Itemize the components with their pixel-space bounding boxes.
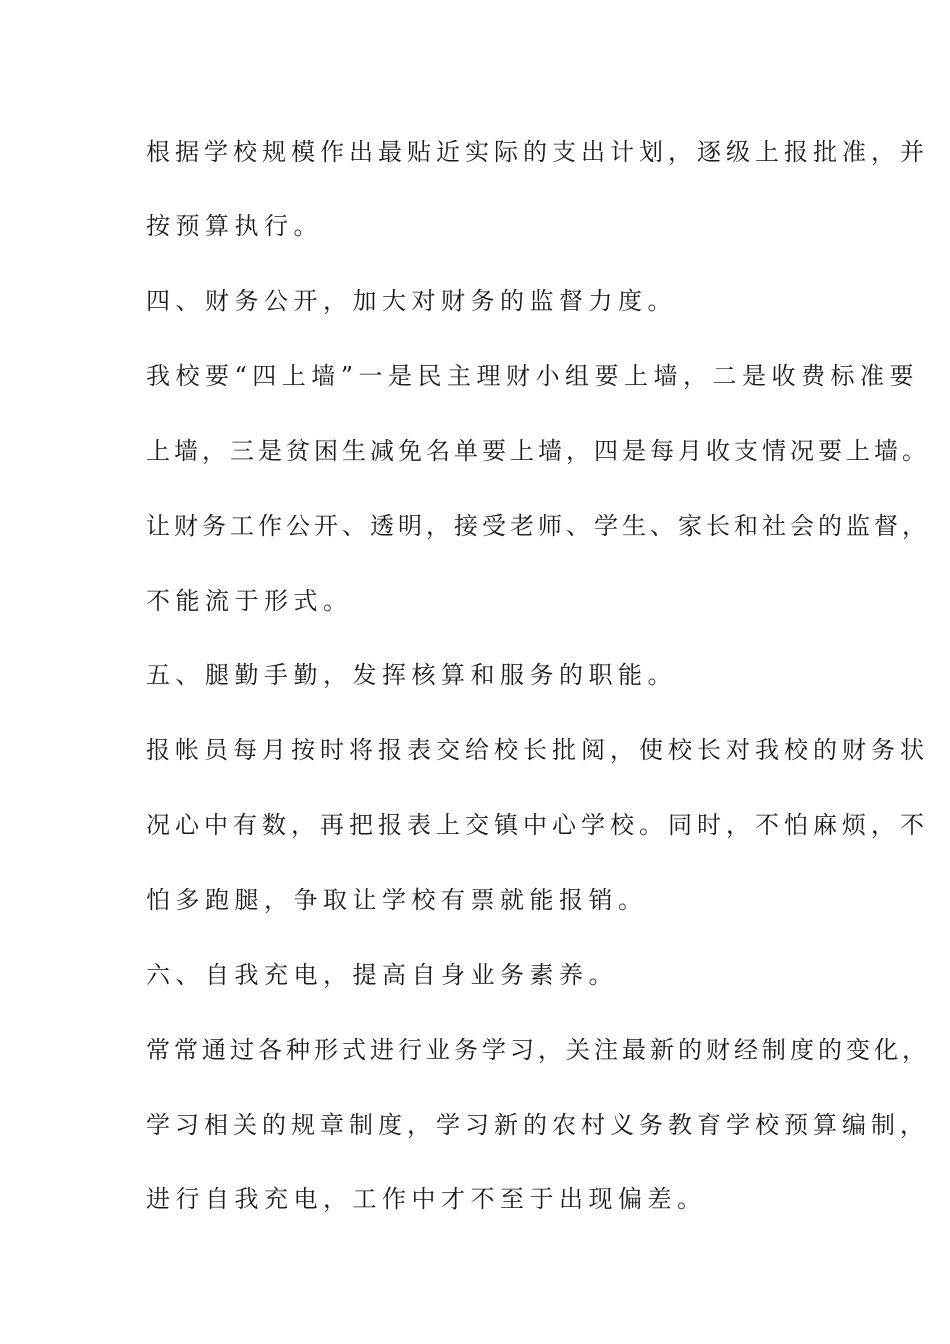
section-heading: 六、自我充电，提高自身业务素养。 <box>146 961 618 989</box>
body-text-line: 上墙，三是贫困生减免名单要上墙，四是每月收支情况要上墙。 <box>146 437 930 465</box>
section-heading: 四、财务公开，加大对财务的监督力度。 <box>146 287 677 315</box>
body-text-line: 根据学校规模作出最贴近实际的支出计划，逐级上报批准，并 <box>146 138 929 166</box>
body-text-line: 怕多跑腿，争取让学校有票就能报销。 <box>146 886 648 914</box>
body-text-line: 报帐员每月按时将报表交给校长批阅，使校长对我校的财务状 <box>146 736 929 764</box>
body-text-line: 按预算执行。 <box>146 212 323 240</box>
body-text-line: 学习相关的规章制度，学习新的农村义务教育学校预算编制， <box>146 1111 929 1139</box>
body-text-line: 不能流于形式。 <box>146 587 353 615</box>
body-text-line: 况心中有数，再把报表上交镇中心学校。同时，不怕麻烦，不 <box>146 811 929 839</box>
body-text-line: 让财务工作公开、透明，接受老师、学生、家长和社会的监督， <box>146 512 930 540</box>
body-text-line: 进行自我充电，工作中才不至于出现偏差。 <box>146 1185 707 1213</box>
body-text-line: 常常通过各种形式进行业务学习，关注最新的财经制度的变化， <box>146 1036 930 1064</box>
section-heading: 五、腿勤手勤，发挥核算和服务的职能。 <box>146 661 677 689</box>
body-text-line: 我校要“四上墙”一是民主理财小组要上墙，二是收费标准要 <box>146 362 920 390</box>
